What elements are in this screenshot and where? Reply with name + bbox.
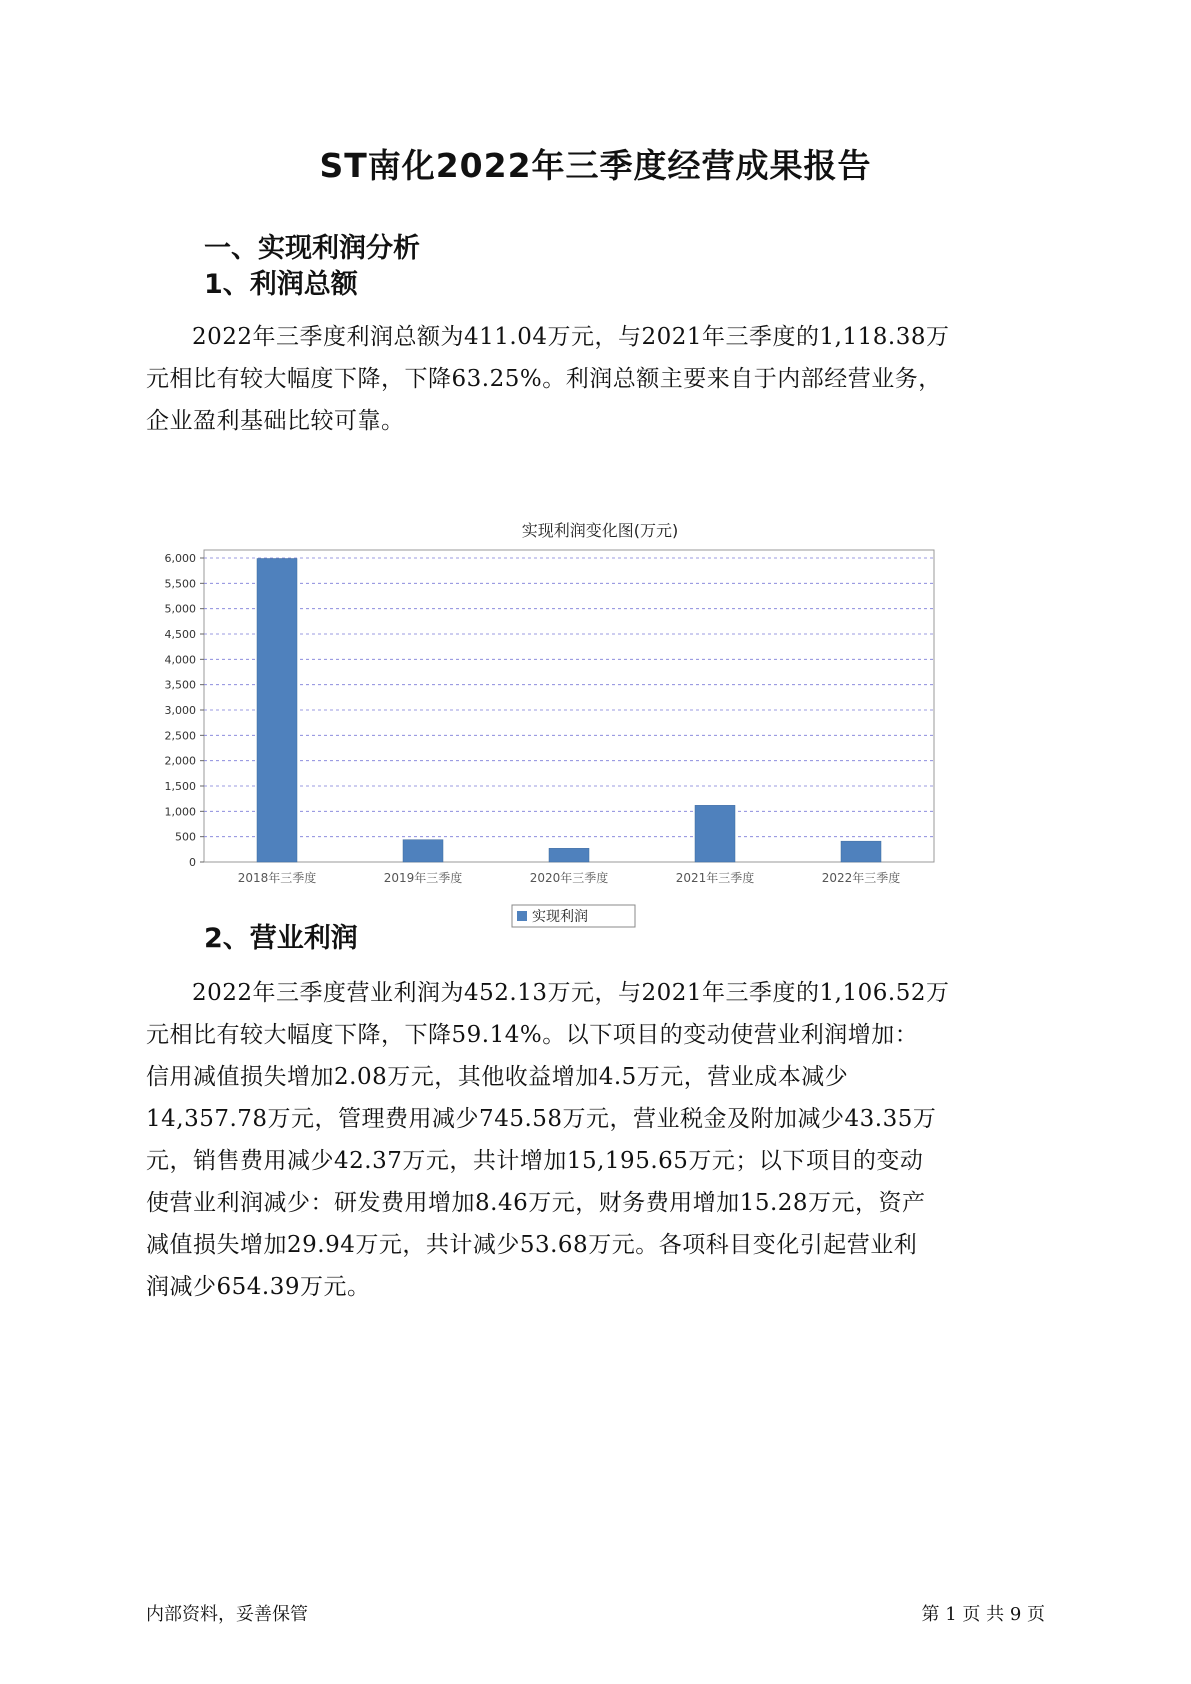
y-tick-label: 5,500: [164, 577, 196, 591]
bar-1: [257, 559, 297, 862]
footer-page-number: 第 1 页 共 9 页: [921, 1604, 1045, 1625]
y-tick-label: 0: [189, 856, 196, 869]
chart-plot-area: [204, 550, 934, 862]
y-tick-label: 1,500: [164, 780, 196, 793]
x-tick-label: 2021年三季度: [675, 871, 755, 885]
x-tick-label: 2019年三季度: [383, 871, 463, 885]
bar-4: [695, 805, 735, 862]
y-tick-label: 3,000: [164, 704, 196, 717]
y-tick-label: 3,500: [164, 678, 196, 692]
footer-confidential-note: 内部资料，妥善保管: [146, 1604, 308, 1625]
paragraph-line: 企业盈利基础比较可靠。: [146, 408, 405, 434]
x-tick-label: 2020年三季度: [529, 871, 609, 885]
x-tick-label: 2022年三季度: [821, 871, 901, 885]
paragraph-line: 元相比有较大幅度下降，下降63.25%。利润总额主要来自于内部经营业务，: [146, 366, 942, 392]
paragraph-line: 2022年三季度营业利润为452.13万元，与2021年三季度的1,106.52万: [192, 980, 950, 1006]
bar-5: [841, 841, 881, 862]
bar-3: [549, 848, 589, 862]
y-tick-label: 5,000: [164, 602, 196, 616]
section-heading-profit-analysis: 一、实现利润分析: [204, 233, 420, 264]
paragraph-line: 润减少654.39万元。: [146, 1274, 371, 1300]
y-tick-label: 2,000: [164, 754, 196, 768]
paragraph-line: 2022年三季度利润总额为411.04万元，与2021年三季度的1,118.38万: [192, 324, 950, 350]
y-tick-label: 6,000: [164, 552, 196, 565]
chart-x-tick-labels: [238, 870, 901, 885]
subsection-heading-total-profit: 1、利润总额: [204, 269, 358, 300]
paragraph-operating-profit: [146, 972, 1046, 1308]
y-tick-label: 4,500: [164, 628, 196, 641]
y-tick-label: 4,000: [164, 653, 196, 667]
document-title: ST南化2022年三季度经营成果报告: [319, 146, 872, 185]
chart-grid: [204, 550, 934, 862]
profit-chart: [140, 500, 1060, 960]
paragraph-line: 使营业利润减少：研发费用增加8.46万元，财务费用增加15.28万元，资产: [146, 1190, 926, 1216]
paragraph-line: 14,357.78万元，管理费用减少745.58万元，营业税金及附加减少43.35万: [146, 1106, 937, 1132]
chart-title: 实现利润变化图(万元): [521, 521, 679, 540]
y-tick-label: 1,000: [164, 805, 196, 819]
paragraph-line: 减值损失增加29.94万元，共计减少53.68万元。各项科目变化引起营业利: [146, 1232, 918, 1258]
subsection-heading-operating-profit: 2、营业利润: [204, 923, 358, 954]
legend-label: 实现利润: [532, 909, 588, 925]
y-tick-label: 2,500: [164, 729, 196, 743]
chart-y-tick-labels: [165, 552, 205, 869]
x-tick-label: 2018年三季度: [237, 871, 317, 885]
paragraph-line: 元，销售费用减少42.37万元，共计增加15,195.65万元；以下项目的变动: [146, 1148, 924, 1174]
paragraph-total-profit: [146, 316, 1046, 442]
paragraph-line: 信用减值损失增加2.08万元，其他收益增加4.5万元，营业成本减少: [146, 1064, 849, 1090]
chart-legend: [512, 905, 635, 927]
y-tick-label: 500: [175, 830, 196, 844]
bar-2: [403, 840, 443, 862]
legend-swatch: [517, 911, 527, 921]
paragraph-line: 元相比有较大幅度下降，下降59.14%。以下项目的变动使营业利润增加：: [146, 1022, 919, 1048]
profit-bar-chart: [140, 500, 1060, 960]
